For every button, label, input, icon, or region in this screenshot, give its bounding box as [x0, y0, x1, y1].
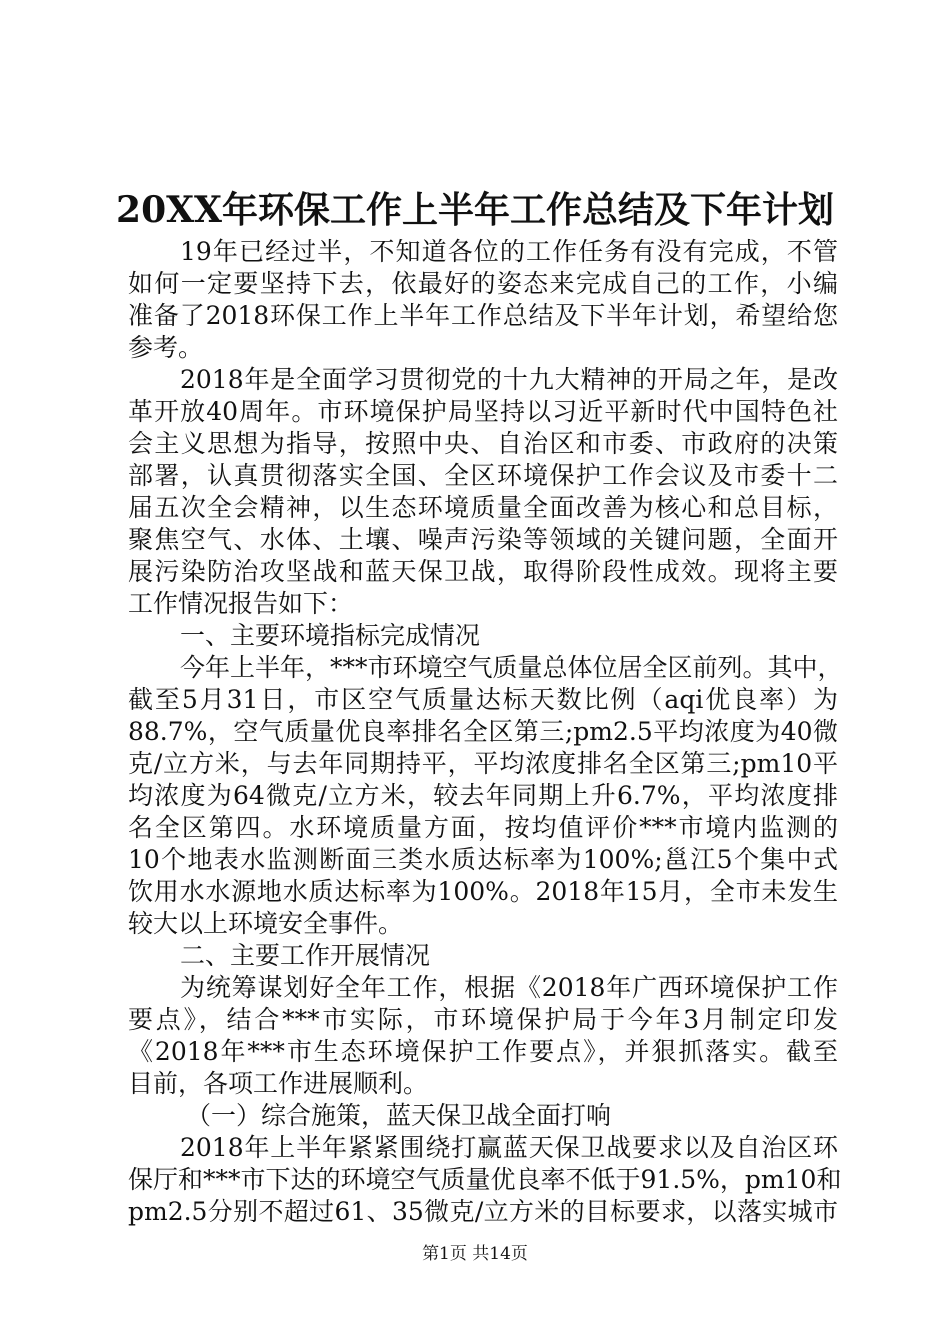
body-line: 会主义思想为指导，按照中央、自治区和市委、市政府的决策	[128, 429, 838, 458]
body-line: 聚焦空气、水体、土壤、噪声污染等领域的关键问题，全面开	[128, 525, 838, 554]
body-line: 工作情况报告如下：	[128, 589, 354, 618]
body-line: 部署，认真贯彻落实全国、全区环境保护工作会议及市委十二	[128, 461, 838, 490]
body-line: 今年上半年，***市环境空气质量总体位居全区前列。其中，	[180, 653, 843, 682]
body-line: 名全区第四。水环境质量方面，按均值评价***市境内监测的	[128, 813, 838, 842]
body-line: 10个地表水监测断面三类水质达标率为100%;邕江5个集中式	[128, 845, 838, 874]
body-line: 准备了2018环保工作上半年工作总结及下半年计划，希望给您	[128, 301, 838, 330]
body-line: 《2018年***市生态环境保护工作要点》，并狠抓落实。截至	[128, 1037, 838, 1066]
body-line: 届五次全会精神，以生态环境质量全面改善为核心和总目标，	[128, 493, 838, 522]
body-line: 88.7%，空气质量优良率排名全区第三;pm2.5平均浓度为40微	[128, 717, 838, 746]
body-line: 革开放40周年。市环境保护局坚持以习近平新时代中国特色社	[128, 397, 838, 426]
body-line: 要点》，结合***市实际，市环境保护局于今年3月制定印发	[128, 1005, 838, 1034]
section-heading: 一、主要环境指标完成情况	[180, 621, 481, 650]
document-title: 20XX年环保工作上半年工作总结及下年计划	[116, 189, 834, 231]
body-line: 目前，各项工作进展顺利。	[128, 1069, 429, 1098]
body-line: 为统筹谋划好全年工作，根据《2018年广西环境保护工作	[180, 973, 838, 1002]
body-line: 展污染防治攻坚战和蓝天保卫战，取得阶段性成效。现将主要	[128, 557, 838, 586]
body-line: 饮用水水源地水质达标率为100%。2018年15月，全市未发生	[128, 877, 838, 906]
body-line: 参考。	[128, 333, 204, 362]
subsection-heading: （一）综合施策，蓝天保卫战全面打响	[186, 1101, 612, 1130]
body-line: 保厅和***市下达的环境空气质量优良率不低于91.5%，pm10和	[128, 1165, 842, 1194]
page-footer: 第1页 共14页	[422, 1244, 528, 1264]
body-line: pm2.5分别不超过61、35微克/立方米的目标要求，以落实城市	[128, 1197, 838, 1226]
body-line: 克/立方米，与去年同期持平，平均浓度排名全区第三;pm10平	[128, 749, 838, 778]
body-line: 较大以上环境安全事件。	[128, 909, 404, 938]
section-heading: 二、主要工作开展情况	[180, 941, 431, 970]
body-line: 2018年是全面学习贯彻党的十九大精神的开局之年，是改	[180, 365, 838, 394]
body-line: 19年已经过半，不知道各位的工作任务有没有完成，不管	[180, 237, 838, 266]
body-line: 如何一定要坚持下去，依最好的姿态来完成自己的工作，小编	[128, 269, 838, 298]
body-line: 均浓度为64微克/立方米，较去年同期上升6.7%，平均浓度排	[128, 781, 838, 810]
document-body	[128, 236, 843, 1228]
body-line: 截至5月31日，市区空气质量达标天数比例（aqi优良率）为	[128, 685, 838, 714]
body-line: 2018年上半年紧紧围绕打赢蓝天保卫战要求以及自治区环	[180, 1133, 838, 1162]
